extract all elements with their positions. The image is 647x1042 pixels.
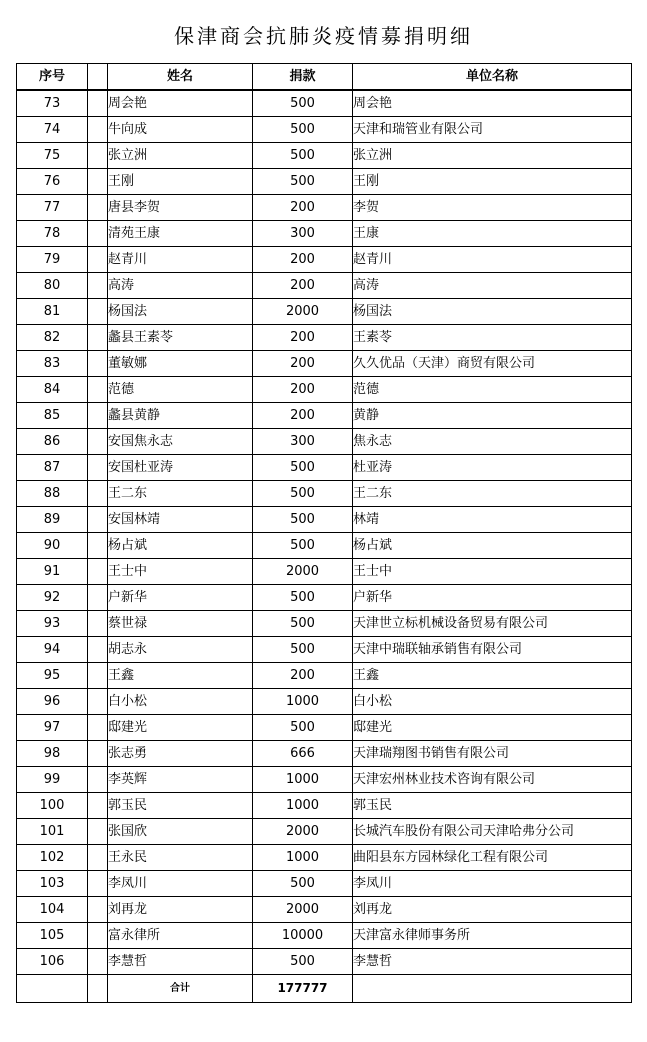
row-unit: 王素苓: [353, 325, 632, 351]
row-unit: 林靖: [353, 507, 632, 533]
row-amount: 500: [253, 169, 353, 195]
row-unit: 王刚: [353, 169, 632, 195]
row-amount: 1000: [253, 793, 353, 819]
row-no: 96: [17, 689, 88, 715]
table-row: [17, 90, 632, 117]
row-no: 97: [17, 715, 88, 741]
row-unit: 天津富永律师事务所: [353, 923, 632, 949]
row-name: 杨国法: [108, 299, 253, 325]
row-name: 张志勇: [108, 741, 253, 767]
row-amount: 10000: [253, 923, 353, 949]
row-amount: 2000: [253, 819, 353, 845]
row-name: 蔡世禄: [108, 611, 253, 637]
row-no: 85: [17, 403, 88, 429]
row-name: 杨占斌: [108, 533, 253, 559]
table-row: [17, 663, 632, 689]
table-row: [17, 403, 632, 429]
row-name: 胡志永: [108, 637, 253, 663]
row-name: 董敏娜: [108, 351, 253, 377]
row-no: 79: [17, 247, 88, 273]
row-unit: 邸建光: [353, 715, 632, 741]
table-row: [17, 455, 632, 481]
row-no: 86: [17, 429, 88, 455]
total-label: 合计: [108, 975, 253, 1003]
row-gap: [88, 533, 108, 559]
table-row: [17, 117, 632, 143]
row-amount: 666: [253, 741, 353, 767]
table-row: [17, 507, 632, 533]
row-name: 安国林靖: [108, 507, 253, 533]
row-name: 张国欣: [108, 819, 253, 845]
row-amount: 500: [253, 481, 353, 507]
row-gap: [88, 299, 108, 325]
table-row: [17, 481, 632, 507]
table-row: [17, 845, 632, 871]
row-unit: 赵青川: [353, 247, 632, 273]
row-gap: [88, 143, 108, 169]
row-no: 93: [17, 611, 88, 637]
row-no: 89: [17, 507, 88, 533]
row-name: 王刚: [108, 169, 253, 195]
row-no: 98: [17, 741, 88, 767]
row-amount: 500: [253, 117, 353, 143]
table-row: [17, 273, 632, 299]
row-gap: [88, 221, 108, 247]
table-row: [17, 897, 632, 923]
total-no-cell: [17, 975, 88, 1003]
table-row: [17, 715, 632, 741]
row-gap: [88, 871, 108, 897]
row-amount: 200: [253, 247, 353, 273]
row-no: 80: [17, 273, 88, 299]
row-unit: 焦永志: [353, 429, 632, 455]
table-row: [17, 247, 632, 273]
row-no: 84: [17, 377, 88, 403]
row-amount: 500: [253, 715, 353, 741]
row-gap: [88, 767, 108, 793]
row-amount: 2000: [253, 897, 353, 923]
row-no: 82: [17, 325, 88, 351]
header-amount: 捐款: [253, 64, 353, 91]
row-amount: 500: [253, 871, 353, 897]
row-no: 104: [17, 897, 88, 923]
row-no: 95: [17, 663, 88, 689]
table-header-row: [17, 64, 632, 91]
row-no: 102: [17, 845, 88, 871]
row-unit: 杜亚涛: [353, 455, 632, 481]
row-name: 王士中: [108, 559, 253, 585]
total-unit-cell: [353, 975, 632, 1003]
row-amount: 2000: [253, 559, 353, 585]
table-row: [17, 559, 632, 585]
row-gap: [88, 585, 108, 611]
row-gap: [88, 377, 108, 403]
row-gap: [88, 923, 108, 949]
table-row: [17, 923, 632, 949]
row-unit: 高涛: [353, 273, 632, 299]
row-amount: 200: [253, 325, 353, 351]
row-no: 90: [17, 533, 88, 559]
row-name: 邸建光: [108, 715, 253, 741]
row-gap: [88, 715, 108, 741]
row-no: 87: [17, 455, 88, 481]
row-no: 73: [17, 90, 88, 117]
row-amount: 500: [253, 90, 353, 117]
row-unit: 长城汽车股份有限公司天津哈弗分公司: [353, 819, 632, 845]
row-amount: 500: [253, 949, 353, 975]
row-gap: [88, 741, 108, 767]
row-amount: 500: [253, 533, 353, 559]
row-no: 75: [17, 143, 88, 169]
row-amount: 500: [253, 455, 353, 481]
row-name: 李慧哲: [108, 949, 253, 975]
table-row: [17, 585, 632, 611]
row-gap: [88, 663, 108, 689]
row-unit: 李凤川: [353, 871, 632, 897]
row-unit: 周会艳: [353, 90, 632, 117]
row-gap: [88, 273, 108, 299]
row-amount: 200: [253, 377, 353, 403]
row-unit: 户新华: [353, 585, 632, 611]
row-no: 99: [17, 767, 88, 793]
total-row: [17, 975, 632, 1003]
table-row: [17, 611, 632, 637]
row-unit: 王鑫: [353, 663, 632, 689]
row-unit: 李慧哲: [353, 949, 632, 975]
row-unit: 杨占斌: [353, 533, 632, 559]
header-no: 序号: [17, 64, 88, 91]
row-gap: [88, 897, 108, 923]
row-gap: [88, 611, 108, 637]
row-no: 106: [17, 949, 88, 975]
row-amount: 1000: [253, 767, 353, 793]
row-name: 高涛: [108, 273, 253, 299]
row-gap: [88, 429, 108, 455]
table-row: [17, 169, 632, 195]
row-amount: 500: [253, 143, 353, 169]
row-no: 76: [17, 169, 88, 195]
total-amount: 177777: [253, 975, 353, 1003]
row-gap: [88, 689, 108, 715]
header-name: 姓名: [108, 64, 253, 91]
row-amount: 200: [253, 403, 353, 429]
header-gap: [88, 64, 108, 91]
row-gap: [88, 351, 108, 377]
row-gap: [88, 403, 108, 429]
row-name: 户新华: [108, 585, 253, 611]
row-unit: 王士中: [353, 559, 632, 585]
row-unit: 范德: [353, 377, 632, 403]
table-row: [17, 351, 632, 377]
row-name: 范德: [108, 377, 253, 403]
row-name: 李英辉: [108, 767, 253, 793]
table-row: [17, 871, 632, 897]
table-row: [17, 767, 632, 793]
table-body: [17, 90, 632, 975]
row-gap: [88, 247, 108, 273]
table-row: [17, 429, 632, 455]
row-amount: 300: [253, 429, 353, 455]
table-row: [17, 793, 632, 819]
row-name: 张立洲: [108, 143, 253, 169]
row-unit: 白小松: [353, 689, 632, 715]
row-name: 白小松: [108, 689, 253, 715]
row-gap: [88, 195, 108, 221]
row-name: 蠡县王素苓: [108, 325, 253, 351]
row-no: 74: [17, 117, 88, 143]
row-unit: 王二东: [353, 481, 632, 507]
row-name: 赵青川: [108, 247, 253, 273]
row-unit: 天津中瑞联轴承销售有限公司: [353, 637, 632, 663]
row-name: 牛向成: [108, 117, 253, 143]
row-no: 105: [17, 923, 88, 949]
row-no: 101: [17, 819, 88, 845]
total-gap-cell: [88, 975, 108, 1003]
row-no: 88: [17, 481, 88, 507]
row-unit: 天津宏州林业技术咨询有限公司: [353, 767, 632, 793]
row-no: 77: [17, 195, 88, 221]
row-unit: 天津和瑞管业有限公司: [353, 117, 632, 143]
row-no: 78: [17, 221, 88, 247]
row-name: 周会艳: [108, 90, 253, 117]
row-gap: [88, 90, 108, 117]
row-gap: [88, 559, 108, 585]
row-name: 清苑王康: [108, 221, 253, 247]
row-name: 郭玉民: [108, 793, 253, 819]
row-name: 安国杜亚涛: [108, 455, 253, 481]
row-amount: 500: [253, 585, 353, 611]
row-unit: 郭玉民: [353, 793, 632, 819]
row-name: 李凤川: [108, 871, 253, 897]
row-name: 刘再龙: [108, 897, 253, 923]
row-unit: 杨国法: [353, 299, 632, 325]
table-row: [17, 377, 632, 403]
row-no: 81: [17, 299, 88, 325]
table-row: [17, 143, 632, 169]
row-gap: [88, 455, 108, 481]
row-gap: [88, 949, 108, 975]
table-row: [17, 741, 632, 767]
row-no: 100: [17, 793, 88, 819]
row-name: 唐县李贺: [108, 195, 253, 221]
row-gap: [88, 325, 108, 351]
table-row: [17, 325, 632, 351]
table-row: [17, 221, 632, 247]
row-name: 王永民: [108, 845, 253, 871]
row-amount: 200: [253, 663, 353, 689]
row-name: 王二东: [108, 481, 253, 507]
row-gap: [88, 819, 108, 845]
row-unit: 黄静: [353, 403, 632, 429]
table-row: [17, 819, 632, 845]
row-amount: 300: [253, 221, 353, 247]
row-unit: 王康: [353, 221, 632, 247]
table-row: [17, 637, 632, 663]
row-amount: 200: [253, 273, 353, 299]
table-row: [17, 689, 632, 715]
row-amount: 1000: [253, 845, 353, 871]
header-unit: 单位名称: [353, 64, 632, 91]
table-row: [17, 195, 632, 221]
row-amount: 200: [253, 195, 353, 221]
row-amount: 1000: [253, 689, 353, 715]
row-unit: 刘再龙: [353, 897, 632, 923]
table-row: [17, 533, 632, 559]
row-no: 91: [17, 559, 88, 585]
row-gap: [88, 845, 108, 871]
row-unit: 张立洲: [353, 143, 632, 169]
row-gap: [88, 117, 108, 143]
row-unit: 天津瑞翔图书销售有限公司: [353, 741, 632, 767]
row-unit: 久久优品（天津）商贸有限公司: [353, 351, 632, 377]
row-unit: 李贺: [353, 195, 632, 221]
row-gap: [88, 793, 108, 819]
row-amount: 500: [253, 637, 353, 663]
row-name: 富永律所: [108, 923, 253, 949]
row-no: 94: [17, 637, 88, 663]
row-amount: 500: [253, 507, 353, 533]
row-unit: 天津世立标机械设备贸易有限公司: [353, 611, 632, 637]
donation-table: [16, 63, 632, 1003]
row-gap: [88, 637, 108, 663]
table-row: [17, 949, 632, 975]
row-no: 92: [17, 585, 88, 611]
page-title: 保津商会抗肺炎疫情募捐明细: [174, 24, 473, 48]
row-no: 103: [17, 871, 88, 897]
row-amount: 500: [253, 611, 353, 637]
row-gap: [88, 507, 108, 533]
row-gap: [88, 169, 108, 195]
row-unit: 曲阳县东方园林绿化工程有限公司: [353, 845, 632, 871]
row-gap: [88, 481, 108, 507]
row-name: 安国焦永志: [108, 429, 253, 455]
row-amount: 2000: [253, 299, 353, 325]
row-no: 83: [17, 351, 88, 377]
table-row: [17, 299, 632, 325]
row-name: 王鑫: [108, 663, 253, 689]
row-name: 蠡县黄静: [108, 403, 253, 429]
row-amount: 200: [253, 351, 353, 377]
